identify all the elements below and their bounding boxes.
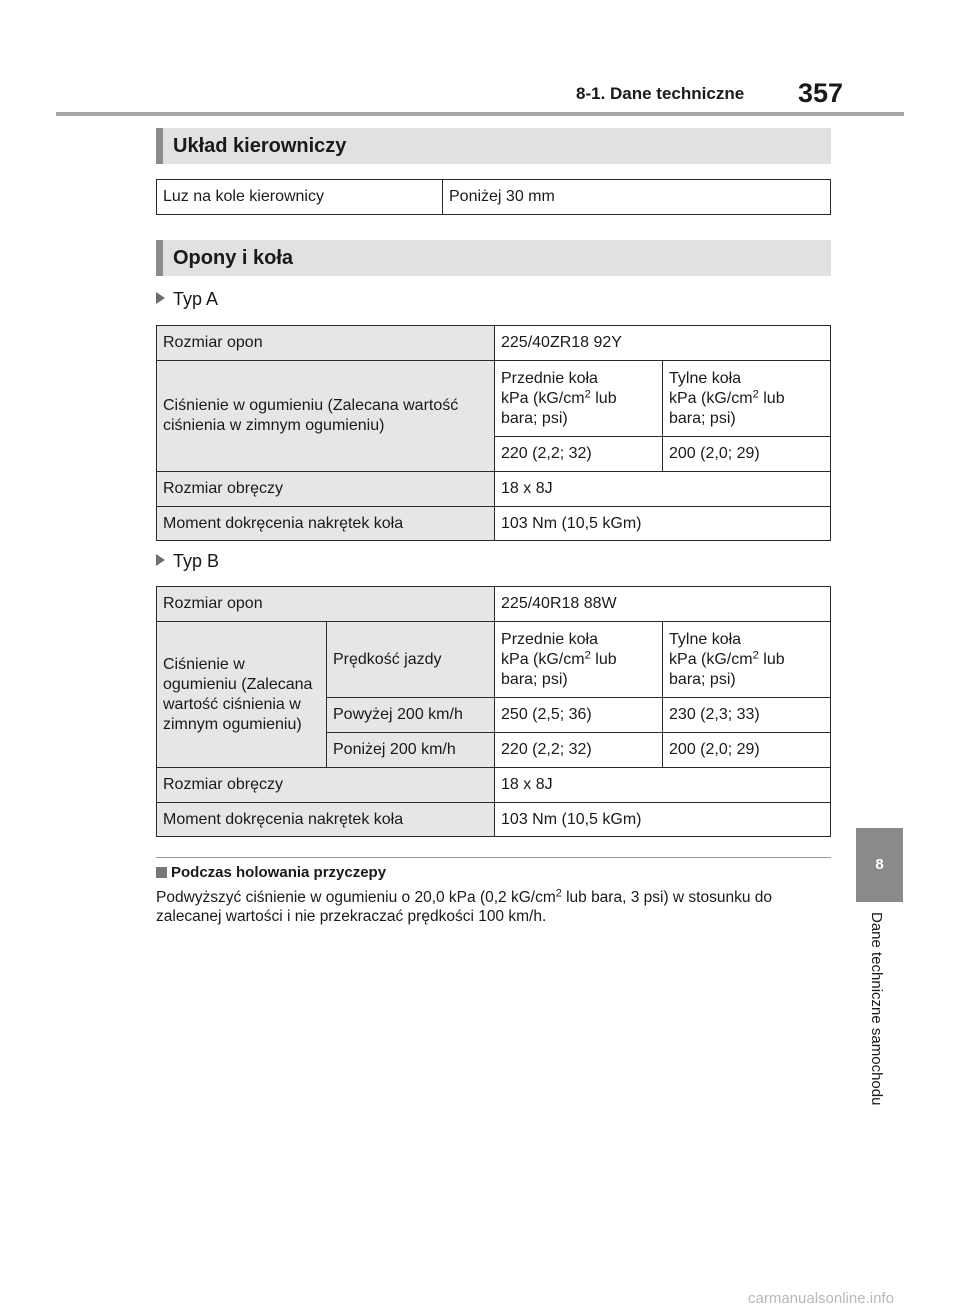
rear-pressure-value: 200 (2,0; 29) [663,733,831,768]
tire-size-label: Rozmiar opon [157,587,495,622]
speed-value: Powyżej 200 km/h [327,698,495,733]
torque-value: 103 Nm (10,5 kGm) [495,803,831,837]
note-divider [156,857,831,858]
steering-play-label: Luz na kole kierownicy [157,180,443,215]
tire-size-value: 225/40ZR18 92Y [495,326,831,361]
steering-table [156,179,831,215]
note-title: Podczas holowania przyczepy [156,864,386,881]
triangle-bullet-icon [156,554,165,566]
chapter-label: Dane techniczne samochodu [868,912,885,1106]
type-b-label: Typ B [156,551,219,572]
rim-size-value: 18 x 8J [495,768,831,803]
front-wheels-header: Przednie koła kPa ($kG/cm^2$ lub bara; psi) [495,622,663,698]
note-text: Podwyższyć ciśnienie w ogumieniu o 20,0 kPa (0,2 $kG/cm^2$ lub bara, 3 psi) w stosunku do zalecanej wartości i nie przekraczać prędkości 100 km/h. [156,887,772,925]
steering-play-value: Poniżej 30 mm [443,180,831,215]
square-bullet-icon [156,867,167,878]
header-divider [56,112,904,116]
steering-heading: Układ kierowniczy [156,128,831,164]
front-pressure-value: 220 (2,2; 32) [495,437,663,472]
front-wheels-header: Przednie koła kPa ($kG/cm^2$ lub bara; psi) [495,361,663,437]
rear-pressure-value: 230 (2,3; 33) [663,698,831,733]
chapter-tab: 8 [856,828,903,902]
rim-size-value: 18 x 8J [495,472,831,507]
type-a-label: Typ A [156,289,218,310]
type-a-table [156,325,831,541]
rear-pressure-value: 200 (2,0; 29) [663,437,831,472]
speed-header: Prędkość jazdy [327,622,495,698]
speed-value: Poniżej 200 km/h [327,733,495,768]
front-pressure-value: 250 (2,5; 36) [495,698,663,733]
rim-size-label: Rozmiar obręczy [157,768,495,803]
rear-wheels-header: Tylne koła kPa ($kG/cm^2$ lub bara; psi) [663,361,831,437]
torque-label: Moment dokręcenia nakrętek koła [157,507,495,541]
rim-size-label: Rozmiar obręczy [157,472,495,507]
pressure-label: Ciśnienie w ogumieniu (Zalecana wartość ciśnienia w zimnym ogumieniu) [157,622,327,768]
rear-wheels-header: Tylne koła kPa ($kG/cm^2$ lub bara; psi) [663,622,831,698]
front-pressure-value: 220 (2,2; 32) [495,733,663,768]
type-b-table [156,586,831,837]
pressure-label: Ciśnienie w ogumieniu (Zalecana wartość ciśnienia w zimnym ogumieniu) [157,361,495,472]
torque-value: 103 Nm (10,5 kGm) [495,507,831,541]
triangle-bullet-icon [156,292,165,304]
tire-size-value: 225/40R18 88W [495,587,831,622]
page-number: 357 [798,78,844,108]
torque-label: Moment dokręcenia nakrętek koła [157,803,495,837]
watermark: carmanualsonline.info [748,1290,894,1307]
tires-heading: Opony i koła [156,240,831,276]
tire-size-label: Rozmiar opon [157,326,495,361]
section-title: 8-1. Dane techniczne [576,84,745,103]
